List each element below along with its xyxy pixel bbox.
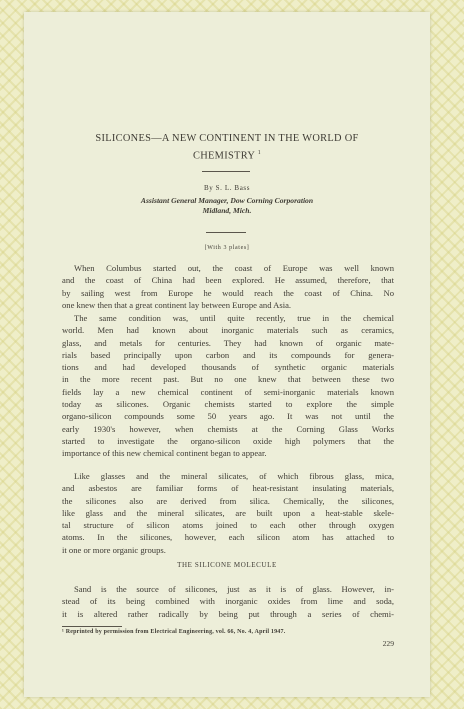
paragraph-line: the silicones also are derived from silica. Chemically, the silicones, [62,495,394,506]
paragraph-line: it is altered rather radically by being put through a series of chemi- [62,608,394,619]
title-divider [202,171,250,172]
byline-divider [206,232,246,233]
paragraph-line: it one or more organic groups. [62,544,166,555]
paragraph-line: world. Men had known about inorganic materials such as ceramics, [62,325,394,336]
paragraph-1 [62,262,394,311]
paragraph-4 [62,583,394,620]
footnote-divider [62,626,122,627]
paragraph-line: like glass and the mineral silicates, are built upon a heat-stable skele- [62,507,394,518]
document-page [24,12,430,697]
paragraph-line: today as silicones. Organic chemists started to explore the simple [62,399,394,410]
paragraph-line: tions and had developed thousands of synthetic organic materials [62,362,394,373]
author-byline: By S. L. Bass [203,184,251,192]
paragraph-line: in the more recent past. But no one knew that between these two [62,374,394,385]
paragraph-line: When Columbus started out, the coast of Europe was well known [74,263,394,273]
section-heading: THE SILICONE MOLECULE [177,561,277,569]
paragraph-line: tal structure of silicon atoms joined to each other through oxygen [62,520,394,531]
paragraph-line: and the coast of China had been explored. He assumed, therefore, that [62,275,394,286]
paragraph-line: stead of its being combined with inorganic oxides from lime and soda, [62,596,394,607]
paragraph-line: Like glasses and the mineral silicates, of which fibrous glass, mica, [74,471,394,481]
paragraph-2 [62,312,394,460]
paragraph-line: by sailing west from Europe he would reach the coast of China. No [62,287,394,298]
paragraph-line: glass, and metals for centuries. They had known of organic mate- [62,337,394,348]
title-line-1: SILICONES—A NEW CONTINENT IN THE WORLD OF [95,133,359,144]
paragraph-3 [62,470,394,556]
footnote: ¹ Reprinted by permission from Electrical Engineering, vol. 66, No. 4, April 1947. [62,629,286,635]
paragraph-line: fields lay a new chemical continent of semi-inorganic materials known [62,386,394,397]
paragraph-line: Sand is the source of silicones, just as it is of glass. However, in- [74,584,394,594]
paragraph-line: one knew then that a great continent lay between Europe and Asia. [62,299,292,310]
page-number: 229 [382,639,394,648]
paragraph-line: and asbestos are familiar forms of heat-resistant insulating materials, [62,483,394,494]
paragraph-line: early 1930's however, when chemists at the Corning Glass Works [62,423,394,434]
article-title [24,132,430,163]
plates-note: [With 3 plates] [204,245,250,251]
paragraph-line: atoms. In the silicones, however, each silicon atom has attached to [62,532,394,543]
paragraph-line: rials based principally upon carbon and its compounds for genera- [62,349,394,360]
paragraph-line: importance of this new chemical continent began to appear. [62,448,267,459]
paragraph-line: organo-silicon compounds some 50 years ago. It was not until the [62,411,394,422]
title-line-2: CHEMISTRY [193,150,255,162]
affiliation-line-1: Assistant General Manager, Dow Corning Corporation [140,196,314,205]
title-footnote-marker: 1 [257,150,261,156]
affiliation-line-2: Midland, Mich. [202,206,252,215]
paragraph-line: started to investigate the organo-silicon oxide high polymers that the [62,435,394,446]
author-affiliation [24,196,430,216]
paragraph-line: The same condition was, until quite recently, true in the chemical [74,313,394,323]
